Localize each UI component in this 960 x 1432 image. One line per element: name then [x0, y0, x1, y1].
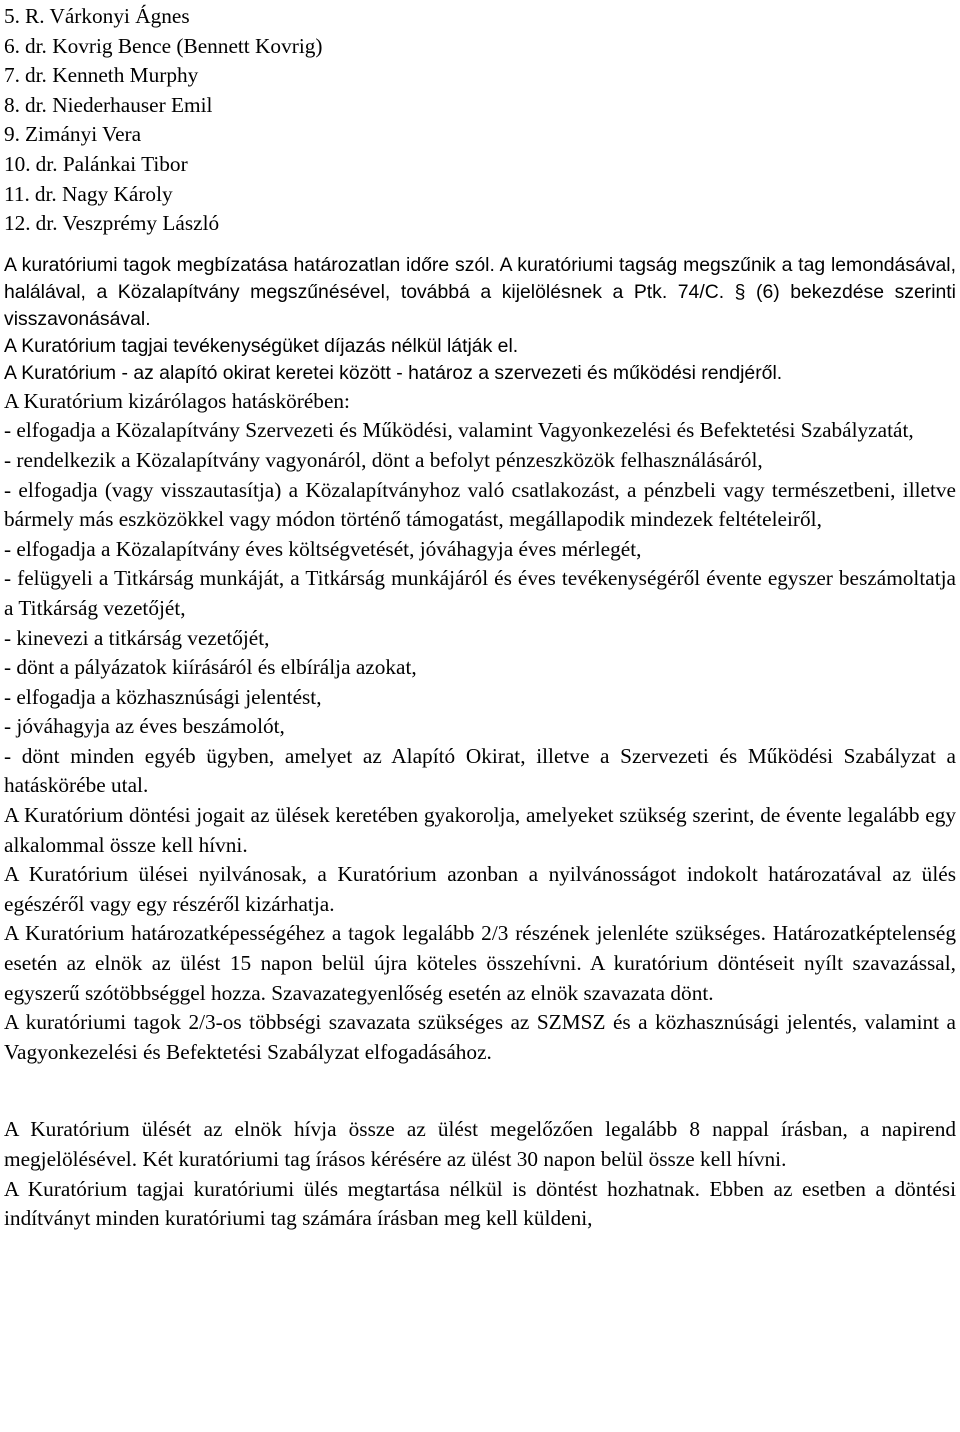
power-item: - elfogadja a Közalapítvány Szervezeti és Működési, valamint Vagyonkezelési és Befektetési Szabályzatát,	[4, 418, 914, 443]
power-item: - elfogadja a közhasznúsági jelentést,	[4, 684, 322, 709]
majority-paragraph: A kuratóriumi tagok 2/3-os többségi szavazata szükséges az SZMSZ és a közhasznúsági jelentés, valamint a Vagyonkezelési és Befektetési Szabályzat elfogadásához.	[4, 1010, 956, 1064]
member-number: 9.	[4, 122, 20, 147]
member-name: dr. Kenneth Murphy	[24, 63, 199, 88]
meetings-paragraph: A Kuratórium döntési jogait az ülések keretében gyakorolja, amelyeket szükség szerint, de évente legalább egy alkalommal össze kell hívni.	[4, 803, 956, 857]
powers-section	[4, 387, 956, 1234]
power-item: - dönt a pályázatok kiírásáról és elbírálja azokat,	[4, 655, 417, 680]
power-item: - kinevezi a titkárság vezetőjét,	[4, 625, 270, 650]
power-item: - rendelkezik a Közalapítvány vagyonáról, dönt a befolyt pénzeszközök felhasználásáról,	[4, 447, 763, 472]
remote-decision-paragraph: A Kuratórium tagjai kuratóriumi ülés megtartása nélkül is döntést hozhatnak. Ebben az esetben a döntési indítványt minden kuratóriumi tag számára írásban meg kell küldeni,	[4, 1176, 956, 1231]
power-item: - elfogadja (vagy visszautasítja) a Közalapítványhoz való csatlakozást, a pénzbeli vagy természetbeni, illetve bármely más eszközökkel vagy módon történő támogatást, megállapodik mindezek feltételeiről,	[4, 477, 956, 532]
member-item	[4, 180, 956, 210]
member-name: dr. Nagy Károly	[34, 181, 173, 206]
power-item: - elfogadja a Közalapítvány éves költségvetését, jóváhagyja éves mérlegét,	[4, 536, 642, 561]
member-number: 12.	[4, 211, 31, 236]
member-item	[4, 150, 956, 180]
publicity-paragraph: A Kuratórium ülései nyilvánosak, a Kuratórium azonban a nyilvánosságot indokolt határozatával az ülés egészéről vagy egy részéről kizárhatja.	[4, 862, 956, 916]
member-name: dr. Kovrig Bence (Bennett Kovrig)	[24, 33, 323, 58]
member-item	[4, 61, 956, 91]
member-number: 10.	[4, 151, 31, 176]
rules-paragraph: A Kuratórium - az alapító okirat keretei között - határoz a szervezeti és működési rendjéről.	[4, 361, 783, 384]
member-item	[4, 91, 956, 121]
power-item: - jóváhagyja az éves beszámolót,	[4, 714, 285, 739]
mandate-section	[4, 252, 956, 387]
spacer	[4, 239, 956, 252]
remuneration-paragraph: A Kuratórium tagjai tevékenységüket díjazás nélkül látják el.	[4, 334, 519, 357]
spacer	[4, 1067, 956, 1115]
member-number: 8.	[4, 92, 20, 117]
member-name: dr. Niederhauser Emil	[24, 92, 213, 117]
member-number: 5.	[4, 4, 20, 28]
member-name: dr. Palánkai Tibor	[35, 151, 188, 176]
member-item	[4, 2, 956, 32]
member-name: R. Várkonyi Ágnes	[24, 4, 190, 28]
member-list	[4, 2, 956, 239]
document-page	[4, 2, 956, 1234]
power-item: - dönt minden egyéb ügyben, amelyet az Alapító Okirat, illetve a Szervezeti és Működési Szabályzat a hatáskörébe utal.	[4, 743, 956, 798]
power-item: - felügyeli a Titkárság munkáját, a Titkárság munkájáról és éves tevékenységéről évente egyszer beszámoltatja a Titkárság vezetőjét,	[4, 566, 956, 620]
member-name: dr. Veszprémy László	[35, 211, 220, 236]
mandate-paragraph: A kuratóriumi tagok megbízatása határozatlan időre szól. A kuratóriumi tagság megszűnik a tag lemondásával, halálával, a Közalapítvány megszűnésével, továbbá a kijelölésnek a Ptk. 74/C. § (6) bekezdése szerinti visszavonásával.	[4, 253, 956, 330]
member-number: 7.	[4, 63, 20, 88]
member-item	[4, 209, 956, 239]
member-number: 6.	[4, 33, 20, 58]
powers-heading: A Kuratórium kizárólagos hatáskörében:	[4, 388, 350, 413]
member-item	[4, 32, 956, 62]
member-item	[4, 120, 956, 150]
quorum-paragraph: A Kuratórium határozatképességéhez a tagok legalább 2/3 részének jelenléte szükséges. Határozatképtelenség esetén az elnök az ülést 15 napon belül újra köteles összehívni. A kuratórium döntéseit nyílt szavazással, egyszerű szótöbbséggel hozza. Szavazategyenlőség esetén az elnök szavazata dönt.	[4, 921, 956, 1005]
member-number: 11.	[4, 181, 30, 206]
convening-paragraph: A Kuratórium ülését az elnök hívja össze az ülést megelőzően legalább 8 nappal írásban, a napirend megjelölésével. Két kuratóriumi tag írásos kérésére az ülést 30 napon belül össze kell hívni.	[4, 1117, 956, 1171]
member-name: Zimányi Vera	[24, 122, 142, 147]
